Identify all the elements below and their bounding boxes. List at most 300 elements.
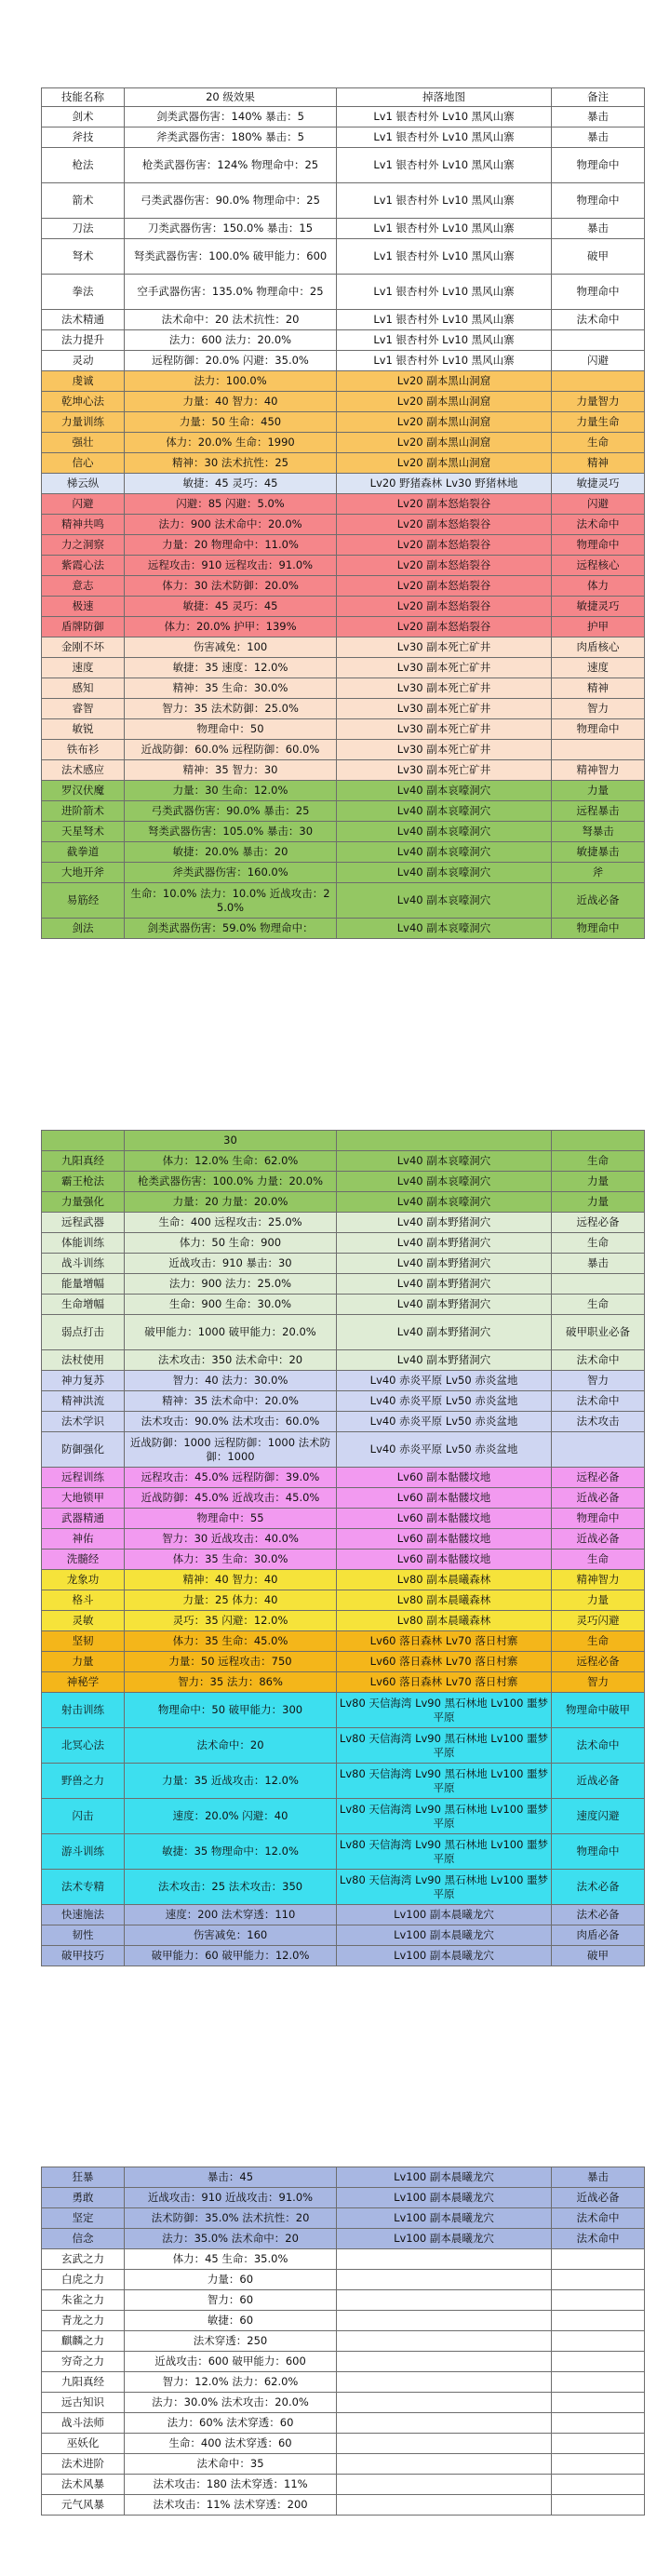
table-row: [42, 556, 645, 576]
effect-cell: 法力：35.0% 法术命中：20: [125, 2229, 337, 2249]
effect-cell: 智力：12.0% 法力：62.0%: [125, 2372, 337, 2393]
skill-name-cell: 刀法: [42, 219, 125, 239]
table-row: [42, 330, 645, 351]
drop-map-cell: [337, 2311, 552, 2331]
skill-name-cell: 远古知识: [42, 2393, 125, 2413]
skill-name-cell: 射击训练: [42, 1693, 125, 1728]
skill-name-cell: 北冥心法: [42, 1728, 125, 1764]
effect-cell: 法术攻击：90.0% 法术攻击：60.0%: [125, 1412, 337, 1432]
note-cell: 远程核心: [552, 556, 645, 576]
effect-cell: 破甲能力：1000 破甲能力：20.0%: [125, 1315, 337, 1350]
drop-map-cell: Lv1 银杏村外 Lv10 黑风山寨: [337, 219, 552, 239]
drop-map-cell: Lv30 副本死亡矿井: [337, 637, 552, 658]
skill-name-cell: 虔诚: [42, 371, 125, 392]
note-cell: 弩暴击: [552, 822, 645, 842]
skill-name-cell: 破甲技巧: [42, 1946, 125, 1966]
note-cell: 敏捷暴击: [552, 842, 645, 863]
effect-cell: 弩类武器伤害：100.0% 破甲能力：600: [125, 239, 337, 275]
effect-cell: 法术攻击：180 法术穿透：11%: [125, 2475, 337, 2495]
drop-map-cell: Lv30 副本死亡矿井: [337, 678, 552, 699]
effect-cell: 力量：20 力量：20.0%: [125, 1192, 337, 1213]
note-cell: 暴击: [552, 127, 645, 148]
header-note: 备注: [552, 88, 645, 107]
note-cell: 生命: [552, 1631, 645, 1652]
note-cell: 法术攻击: [552, 1412, 645, 1432]
drop-map-cell: Lv60 副本骷髅坟地: [337, 1468, 552, 1488]
note-cell: 闪避: [552, 351, 645, 371]
drop-map-cell: Lv20 副本黑山洞窟: [337, 371, 552, 392]
table-row: [42, 883, 645, 919]
drop-map-cell: Lv40 副本野猪洞穴: [337, 1350, 552, 1371]
effect-cell: 闪避：85 闪避：5.0%: [125, 494, 337, 515]
skill-name-cell: 九阳真经: [42, 1151, 125, 1172]
note-cell: [552, 2372, 645, 2393]
note-cell: 法术命中: [552, 2208, 645, 2229]
note-cell: [552, 2331, 645, 2352]
drop-map-cell: Lv40 副本哀嚎洞穴: [337, 842, 552, 863]
skill-name-cell: 大地开斧: [42, 863, 125, 883]
drop-map-cell: Lv40 副本野猪洞穴: [337, 1213, 552, 1233]
header-drop-map: 掉落地图: [337, 88, 552, 107]
drop-map-cell: Lv100 副本晨曦龙穴: [337, 2188, 552, 2208]
skill-table-part-2: [41, 1130, 645, 1966]
note-cell: 速度闪避: [552, 1799, 645, 1834]
table-row: [42, 1799, 645, 1834]
effect-cell: 近战防御：1000 远程防御：1000 法术防御：1000: [125, 1432, 337, 1468]
table-row: [42, 1213, 645, 1233]
note-cell: 破甲: [552, 1946, 645, 1966]
effect-cell: 法力：100.0%: [125, 371, 337, 392]
effect-cell: 敏捷：45 灵巧：45: [125, 597, 337, 617]
table-row: [42, 2167, 645, 2188]
drop-map-cell: Lv40 副本野猪洞穴: [337, 1254, 552, 1274]
drop-map-cell: Lv80 副本晨曦森林: [337, 1570, 552, 1590]
skill-name-cell: 速度: [42, 658, 125, 678]
note-cell: 法术必备: [552, 1905, 645, 1925]
table-row: [42, 1192, 645, 1213]
table-row: [42, 392, 645, 412]
drop-map-cell: Lv1 银杏村外 Lv10 黑风山寨: [337, 239, 552, 275]
note-cell: 闪避: [552, 494, 645, 515]
effect-cell: 物理命中：50: [125, 719, 337, 740]
table-row: [42, 1315, 645, 1350]
effect-cell: 智力：60: [125, 2290, 337, 2311]
skill-name-cell: 远程武器: [42, 1213, 125, 1233]
effect-cell: 力量：20 物理命中：11.0%: [125, 535, 337, 556]
skill-name-cell: 神力复苏: [42, 1371, 125, 1391]
note-cell: 灵巧闪避: [552, 1611, 645, 1631]
skill-name-cell: 青龙之力: [42, 2311, 125, 2331]
header-effect: 20 级效果: [125, 88, 337, 107]
skill-name-cell: 敏锐: [42, 719, 125, 740]
note-cell: 法术命中: [552, 1350, 645, 1371]
effect-cell: 破甲能力：60 破甲能力：12.0%: [125, 1946, 337, 1966]
effect-cell: 体力：35 生命：45.0%: [125, 1631, 337, 1652]
note-cell: 暴击: [552, 219, 645, 239]
note-cell: [552, 2352, 645, 2372]
effect-cell: 力量：40 智力：40: [125, 392, 337, 412]
skill-name-cell: 天星弩术: [42, 822, 125, 842]
note-cell: 智力: [552, 1371, 645, 1391]
table-row: [42, 1391, 645, 1412]
effect-cell: 力量：60: [125, 2270, 337, 2290]
effect-cell: 法术攻击：25 法术攻击：350: [125, 1870, 337, 1905]
table-row: [42, 1295, 645, 1315]
effect-cell: 刀类武器伤害：150.0% 暴击：15: [125, 219, 337, 239]
skill-name-cell: 玄武之力: [42, 2249, 125, 2270]
effect-cell: 智力：35 法术防御：25.0%: [125, 699, 337, 719]
note-cell: [552, 2434, 645, 2454]
table-row: [42, 597, 645, 617]
skill-name-cell: 能量增幅: [42, 1274, 125, 1295]
effect-cell: 体力：45 生命：35.0%: [125, 2249, 337, 2270]
note-cell: 力量: [552, 1192, 645, 1213]
table-row: [42, 863, 645, 883]
table-row: [42, 919, 645, 939]
table-row: [42, 1371, 645, 1391]
skill-name-cell: 神秘学: [42, 1672, 125, 1693]
skill-name-cell: 法术进阶: [42, 2454, 125, 2475]
note-cell: 智力: [552, 1672, 645, 1693]
note-cell: 力量智力: [552, 392, 645, 412]
drop-map-cell: Lv100 副本晨曦龙穴: [337, 1946, 552, 1966]
note-cell: 精神智力: [552, 1570, 645, 1590]
skill-name-cell: 生命增幅: [42, 1295, 125, 1315]
table-row: [42, 2372, 645, 2393]
drop-map-cell: Lv100 副本晨曦龙穴: [337, 2229, 552, 2249]
note-cell: 物理命中: [552, 275, 645, 310]
note-cell: 法术命中: [552, 1391, 645, 1412]
skill-name-cell: 极速: [42, 597, 125, 617]
table-row: [42, 2434, 645, 2454]
drop-map-cell: Lv20 副本怒焰裂谷: [337, 556, 552, 576]
skill-table-part-1: [41, 87, 645, 939]
drop-map-cell: Lv30 副本死亡矿井: [337, 740, 552, 760]
note-cell: [552, 330, 645, 351]
skill-name-cell: 力量训练: [42, 412, 125, 433]
table-row: [42, 1672, 645, 1693]
note-cell: 生命: [552, 1550, 645, 1570]
effect-cell: 精神：35 智力：30: [125, 760, 337, 781]
drop-map-cell: Lv1 银杏村外 Lv10 黑风山寨: [337, 148, 552, 183]
drop-map-cell: Lv20 副本黑山洞窟: [337, 453, 552, 474]
table-row: [42, 148, 645, 183]
note-cell: 物理命中: [552, 1509, 645, 1529]
table-row: [42, 2270, 645, 2290]
effect-cell: 敏捷：45 灵巧：45: [125, 474, 337, 494]
drop-map-cell: [337, 2454, 552, 2475]
skill-name-cell: 乾坤心法: [42, 392, 125, 412]
table-header-row: [42, 88, 645, 107]
skill-name-cell: 罗汉伏魔: [42, 781, 125, 801]
table-row: [42, 822, 645, 842]
drop-map-cell: Lv30 副本死亡矿井: [337, 760, 552, 781]
drop-map-cell: Lv40 副本哀嚎洞穴: [337, 1192, 552, 1213]
drop-map-cell: Lv80 天信海湾 Lv90 黑石林地 Lv100 噩梦平原: [337, 1693, 552, 1728]
skill-name-cell: 霸王枪法: [42, 1172, 125, 1192]
effect-cell: 远程攻击：45.0% 远程防御：39.0%: [125, 1468, 337, 1488]
effect-cell: 力量：50 远程攻击：750: [125, 1652, 337, 1672]
skill-name-cell: 法术风暴: [42, 2475, 125, 2495]
note-cell: 精神: [552, 678, 645, 699]
drop-map-cell: Lv1 银杏村外 Lv10 黑风山寨: [337, 275, 552, 310]
table-row: [42, 2290, 645, 2311]
drop-map-cell: Lv100 副本晨曦龙穴: [337, 1925, 552, 1946]
effect-cell: 法术命中：35: [125, 2454, 337, 2475]
skill-name-cell: 体能训练: [42, 1233, 125, 1254]
skill-table-part-3: [41, 2167, 645, 2516]
note-cell: 生命: [552, 1233, 645, 1254]
note-cell: 肉盾必备: [552, 1925, 645, 1946]
table-row: [42, 1509, 645, 1529]
drop-map-cell: Lv30 副本死亡矿井: [337, 699, 552, 719]
note-cell: [552, 2475, 645, 2495]
skill-name-cell: 弩术: [42, 239, 125, 275]
effect-cell: 空手武器伤害：135.0% 物理命中：25: [125, 275, 337, 310]
effect-cell: 体力：30 法术防御：20.0%: [125, 576, 337, 597]
note-cell: 敏捷灵巧: [552, 597, 645, 617]
effect-cell: 弓类武器伤害：90.0% 物理命中：25: [125, 183, 337, 219]
effect-cell: 生命：10.0% 法力：10.0% 近战攻击：25.0%: [125, 883, 337, 919]
table-row: [42, 219, 645, 239]
skill-name-cell: 易筋经: [42, 883, 125, 919]
effect-cell: 智力：35 法力：86%: [125, 1672, 337, 1693]
note-cell: 法术命中: [552, 515, 645, 535]
note-cell: 破甲职业必备: [552, 1315, 645, 1350]
drop-map-cell: Lv20 副本怒焰裂谷: [337, 535, 552, 556]
table-row: [42, 801, 645, 822]
effect-cell: 敏捷：20.0% 暴击：20: [125, 842, 337, 863]
drop-map-cell: Lv100 副本晨曦龙穴: [337, 2208, 552, 2229]
table-row: [42, 1925, 645, 1946]
drop-map-cell: Lv80 天信海湾 Lv90 黑石林地 Lv100 噩梦平原: [337, 1764, 552, 1799]
table-row: [42, 1172, 645, 1192]
note-cell: 破甲: [552, 239, 645, 275]
drop-map-cell: Lv40 副本野猪洞穴: [337, 1233, 552, 1254]
effect-cell: 法力：600 法力：20.0%: [125, 330, 337, 351]
drop-map-cell: Lv80 副本晨曦森林: [337, 1590, 552, 1611]
note-cell: 近战必备: [552, 2188, 645, 2208]
table-row: [42, 2495, 645, 2516]
drop-map-cell: Lv20 副本黑山洞窟: [337, 392, 552, 412]
skill-name-cell: 信心: [42, 453, 125, 474]
note-cell: [552, 2270, 645, 2290]
effect-cell: 体力：12.0% 生命：62.0%: [125, 1151, 337, 1172]
skill-name-cell: 韧性: [42, 1925, 125, 1946]
effect-cell: 速度：200 法术穿透：110: [125, 1905, 337, 1925]
note-cell: 敏捷灵巧: [552, 474, 645, 494]
drop-map-cell: [337, 2290, 552, 2311]
note-cell: [552, 1432, 645, 1468]
drop-map-cell: Lv40 副本哀嚎洞穴: [337, 1151, 552, 1172]
table-row: [42, 1652, 645, 1672]
skill-name-cell: 力之洞察: [42, 535, 125, 556]
drop-map-cell: Lv60 落日森林 Lv70 落日村寨: [337, 1672, 552, 1693]
skill-name-cell: 精神共鸣: [42, 515, 125, 535]
table-row: [42, 433, 645, 453]
table-row: [42, 412, 645, 433]
drop-map-cell: Lv20 副本怒焰裂谷: [337, 597, 552, 617]
skill-name-cell: 斧技: [42, 127, 125, 148]
note-cell: 近战必备: [552, 1764, 645, 1799]
skill-name-cell: 麒麟之力: [42, 2331, 125, 2352]
table-row: [42, 127, 645, 148]
table-row: [42, 2393, 645, 2413]
drop-map-cell: Lv40 赤炎平原 Lv50 赤炎盆地: [337, 1412, 552, 1432]
effect-cell: 弓类武器伤害：90.0% 暴击：25: [125, 801, 337, 822]
effect-cell: 精神：30 法术抗性：25: [125, 453, 337, 474]
skill-name-cell: 战斗法师: [42, 2413, 125, 2434]
table-row: [42, 183, 645, 219]
note-cell: 暴击: [552, 2167, 645, 2188]
effect-cell: 法术穿透：250: [125, 2331, 337, 2352]
skill-name-cell: 法力提升: [42, 330, 125, 351]
drop-map-cell: Lv60 副本骷髅坟地: [337, 1550, 552, 1570]
effect-cell: 暴击：45: [125, 2167, 337, 2188]
note-cell: [552, 1274, 645, 1295]
drop-map-cell: Lv1 银杏村外 Lv10 黑风山寨: [337, 183, 552, 219]
note-cell: 远程暴击: [552, 801, 645, 822]
effect-cell: 敏捷：35 物理命中：12.0%: [125, 1834, 337, 1870]
effect-cell: 体力：20.0% 生命：1990: [125, 433, 337, 453]
table-row: [42, 515, 645, 535]
note-cell: 斧: [552, 863, 645, 883]
drop-map-cell: [337, 2270, 552, 2290]
skill-name-cell: 野兽之力: [42, 1764, 125, 1799]
drop-map-cell: Lv40 副本哀嚎洞穴: [337, 883, 552, 919]
effect-cell: 生命：400 法术穿透：60: [125, 2434, 337, 2454]
note-cell: [552, 2249, 645, 2270]
table-row: [42, 1468, 645, 1488]
table-row: [42, 239, 645, 275]
skill-name-cell: 九阳真经: [42, 2372, 125, 2393]
note-cell: 力量: [552, 1590, 645, 1611]
table-row: [42, 1412, 645, 1432]
note-cell: 近战必备: [552, 883, 645, 919]
drop-map-cell: Lv40 副本哀嚎洞穴: [337, 801, 552, 822]
note-cell: 护甲: [552, 617, 645, 637]
skill-name-cell: 弱点打击: [42, 1315, 125, 1350]
note-cell: [552, 2290, 645, 2311]
drop-map-cell: Lv40 副本哀嚎洞穴: [337, 919, 552, 939]
drop-map-cell: Lv40 副本哀嚎洞穴: [337, 781, 552, 801]
effect-cell: 近战攻击：910 暴击：30: [125, 1254, 337, 1274]
effect-cell: 生命：400 远程攻击：25.0%: [125, 1213, 337, 1233]
note-cell: 精神智力: [552, 760, 645, 781]
table-row: [42, 2311, 645, 2331]
effect-cell: 斧类武器伤害：160.0%: [125, 863, 337, 883]
table-row: [42, 371, 645, 392]
table-row: [42, 781, 645, 801]
skill-name-cell: 拳法: [42, 275, 125, 310]
effect-cell: 灵巧：35 闪避：12.0%: [125, 1611, 337, 1631]
skill-name-cell: [42, 1131, 125, 1151]
drop-map-cell: [337, 2434, 552, 2454]
note-cell: [552, 371, 645, 392]
skill-name-cell: 枪法: [42, 148, 125, 183]
drop-map-cell: [337, 2372, 552, 2393]
table-row: [42, 1764, 645, 1799]
table-row: [42, 1905, 645, 1925]
drop-map-cell: Lv40 赤炎平原 Lv50 赤炎盆地: [337, 1391, 552, 1412]
effect-cell: 远程防御：20.0% 闪避：35.0%: [125, 351, 337, 371]
skill-name-cell: 强壮: [42, 433, 125, 453]
note-cell: 物理命中: [552, 919, 645, 939]
note-cell: 智力: [552, 699, 645, 719]
skill-name-cell: 闪避: [42, 494, 125, 515]
drop-map-cell: Lv1 银杏村外 Lv10 黑风山寨: [337, 330, 552, 351]
skill-name-cell: 力量: [42, 1652, 125, 1672]
effect-cell: 精神：35 生命：30.0%: [125, 678, 337, 699]
note-cell: [552, 1131, 645, 1151]
effect-cell: 敏捷：35 速度：12.0%: [125, 658, 337, 678]
table-row: [42, 1570, 645, 1590]
skill-name-cell: 闪击: [42, 1799, 125, 1834]
skill-name-cell: 法术精通: [42, 310, 125, 330]
skill-name-cell: 法术学识: [42, 1412, 125, 1432]
drop-map-cell: Lv30 副本死亡矿井: [337, 719, 552, 740]
note-cell: 远程必备: [552, 1652, 645, 1672]
effect-cell: 远程攻击：910 远程攻击：91.0%: [125, 556, 337, 576]
table-row: [42, 2475, 645, 2495]
skill-name-cell: 梯云纵: [42, 474, 125, 494]
skill-name-cell: 盾牌防御: [42, 617, 125, 637]
drop-map-cell: Lv20 副本怒焰裂谷: [337, 617, 552, 637]
note-cell: 生命: [552, 1295, 645, 1315]
table-row: [42, 2208, 645, 2229]
skill-name-cell: 意志: [42, 576, 125, 597]
effect-cell: 法力：30.0% 法术攻击：20.0%: [125, 2393, 337, 2413]
drop-map-cell: Lv80 天信海湾 Lv90 黑石林地 Lv100 噩梦平原: [337, 1728, 552, 1764]
table-row: [42, 1550, 645, 1570]
effect-cell: 精神：40 智力：40: [125, 1570, 337, 1590]
drop-map-cell: [337, 1131, 552, 1151]
note-cell: 物理命中: [552, 183, 645, 219]
effect-cell: 法术防御：35.0% 法术抗性：20: [125, 2208, 337, 2229]
table-row: [42, 1590, 645, 1611]
skill-name-cell: 紫霞心法: [42, 556, 125, 576]
skill-name-cell: 力量强化: [42, 1192, 125, 1213]
table-row: [42, 2331, 645, 2352]
drop-map-cell: Lv60 落日森林 Lv70 落日村寨: [337, 1652, 552, 1672]
effect-cell: 近战攻击：910 近战攻击：91.0%: [125, 2188, 337, 2208]
drop-map-cell: Lv20 副本黑山洞窟: [337, 412, 552, 433]
note-cell: 生命: [552, 433, 645, 453]
skill-name-cell: 洗髓经: [42, 1550, 125, 1570]
table-row: [42, 1274, 645, 1295]
drop-map-cell: Lv40 副本野猪洞穴: [337, 1274, 552, 1295]
effect-cell: 法术命中：20 法术抗性：20: [125, 310, 337, 330]
effect-cell: 法力：900 法力：25.0%: [125, 1274, 337, 1295]
table-row: [42, 1728, 645, 1764]
skill-name-cell: 远程训练: [42, 1468, 125, 1488]
effect-cell: 法术命中：20: [125, 1728, 337, 1764]
drop-map-cell: Lv40 副本哀嚎洞穴: [337, 863, 552, 883]
drop-map-cell: Lv100 副本晨曦龙穴: [337, 2167, 552, 2188]
drop-map-cell: Lv1 银杏村外 Lv10 黑风山寨: [337, 127, 552, 148]
skill-name-cell: 截拳道: [42, 842, 125, 863]
skill-name-cell: 巫妖化: [42, 2434, 125, 2454]
note-cell: 精神: [552, 453, 645, 474]
effect-cell: 30: [125, 1131, 337, 1151]
table-row: [42, 1834, 645, 1870]
skill-name-cell: 神佑: [42, 1529, 125, 1550]
note-cell: 远程必备: [552, 1468, 645, 1488]
note-cell: 暴击: [552, 1254, 645, 1274]
skill-name-cell: 游斗训练: [42, 1834, 125, 1870]
table-row: [42, 576, 645, 597]
skill-name-cell: 进阶箭术: [42, 801, 125, 822]
